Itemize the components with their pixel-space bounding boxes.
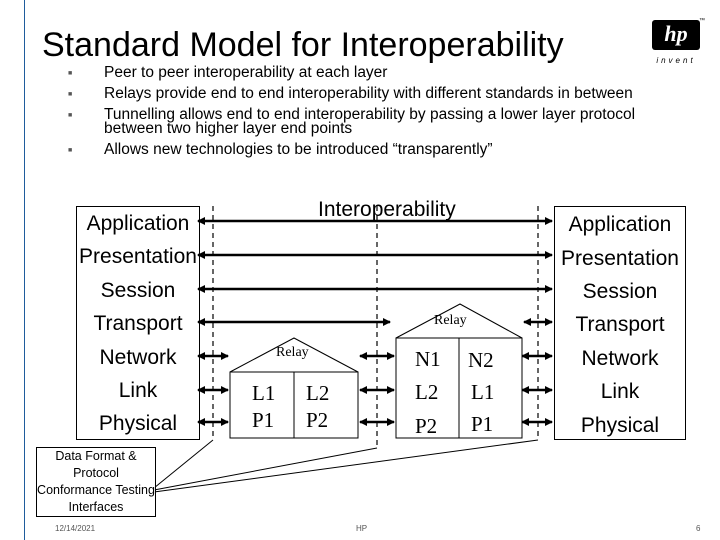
hp-logo-trademark: ™ xyxy=(699,18,705,24)
bullet-text: Peer to peer interoperability at each layer xyxy=(104,64,388,81)
relay2-cell: L2 xyxy=(415,380,439,404)
bullet-marker: ■ xyxy=(68,112,73,119)
layer-application: Application xyxy=(568,213,672,236)
layer-session: Session xyxy=(100,279,176,302)
relay2-cell: L1 xyxy=(471,380,495,404)
left-protocol-stack xyxy=(76,206,200,440)
footer-page-number: 6 xyxy=(696,524,701,533)
relay2-cell: P1 xyxy=(471,412,494,436)
layer-presentation: Presentation xyxy=(561,247,679,270)
relay2-cell: P2 xyxy=(415,414,438,438)
right-protocol-stack xyxy=(554,206,686,440)
bullet-text: Tunnelling allows end to end interoperability by passing a lower layer protocol between two higher layer end points xyxy=(104,106,636,137)
relay1-cell: P1 xyxy=(252,408,275,432)
hp-logo-mark: hp xyxy=(664,21,688,46)
bullet-marker: ■ xyxy=(68,147,73,154)
layer-transport: Transport xyxy=(93,312,183,335)
layer-physical: Physical xyxy=(98,412,178,435)
footer-center: HP xyxy=(356,524,368,533)
layer-transport: Transport xyxy=(575,313,665,336)
layer-network: Network xyxy=(99,346,177,369)
bullet-text: Allows new technologies to be introduced “transparently” xyxy=(104,141,493,158)
bullet-marker: ■ xyxy=(68,70,73,77)
layer-application: Application xyxy=(86,212,190,235)
relay1-cell: L2 xyxy=(306,381,330,405)
hp-logo-tagline: invent xyxy=(656,56,696,65)
relay1-cell: L1 xyxy=(252,381,276,405)
relay1-cell: P2 xyxy=(306,408,329,432)
layer-network: Network xyxy=(581,347,659,370)
layer-physical: Physical xyxy=(580,414,660,437)
interoperability-label: Interoperability xyxy=(318,198,456,221)
slide-title: Standard Model for Interoperability xyxy=(42,26,564,64)
relay2-cell: N1 xyxy=(415,347,441,371)
layer-link: Link xyxy=(118,379,158,402)
bullet-marker: ■ xyxy=(68,91,73,98)
layer-link: Link xyxy=(600,380,640,403)
bullet-text: Relays provide end to end interoperability with different standards in between xyxy=(104,85,633,102)
relay2-cell: N2 xyxy=(468,348,494,372)
callout-pointer-right xyxy=(154,440,538,492)
footer-date: 12/14/2021 xyxy=(55,524,96,533)
relay1-label: Relay xyxy=(276,345,309,360)
layer-presentation: Presentation xyxy=(79,245,197,268)
layer-session: Session xyxy=(582,280,658,303)
callout-pointer-mid xyxy=(154,448,377,490)
relay2-label: Relay xyxy=(434,313,467,328)
conformance-callout: Data Format & Protocol Conformance Testing Interfaces xyxy=(36,447,156,517)
